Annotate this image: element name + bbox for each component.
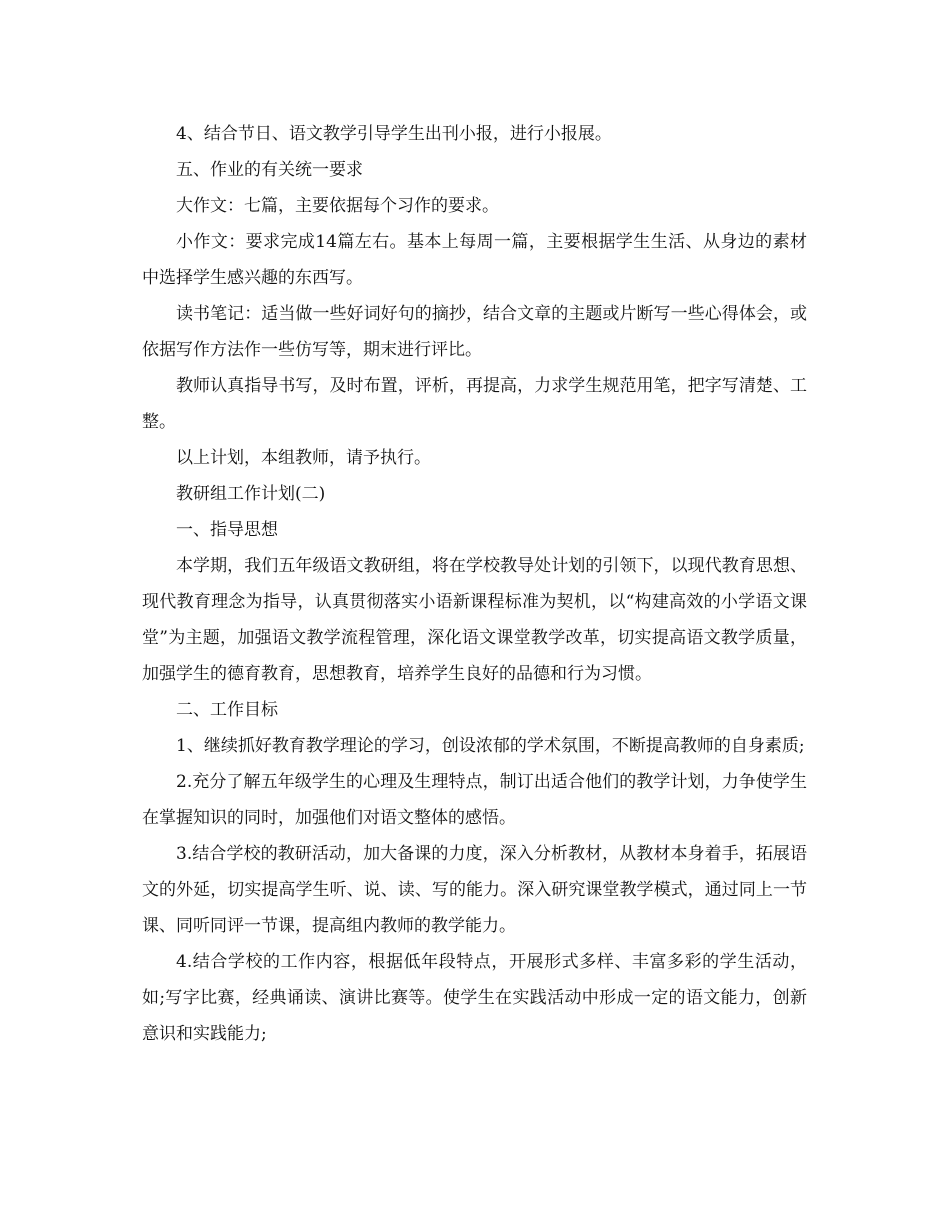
paragraph-handwriting: 教师认真指导书写，及时布置，评析，再提高，力求学生规范用笔，把字写清楚、工整。 <box>142 376 807 432</box>
section-heading-guiding-thought: 一、指导思想 <box>176 520 278 540</box>
paragraph-large-composition: 大作文：七篇，主要依据每个习作的要求。 <box>176 196 499 216</box>
paragraph-reading-notes: 读书笔记：适当做一些好词好句的摘抄，结合文章的主题或片断写一些心得体会，或依据写作方法作一些仿写等，期末进行评比。 <box>142 304 807 360</box>
section-heading-work-goals: 二、工作目标 <box>176 700 278 720</box>
paragraph-guiding-thought: 本学期，我们五年级语文教研组，将在学校教导处计划的引领下，以现代教育思想、现代教育理念为指导，认真贯彻落实小语新课程标准为契机，以“构建高效的小学语文课堂”为主题，加强语文教学流程管理，深化语文课堂教学改革，切实提高语文教学质量，加强学生的德育教育，思想教育，培养学生良好的品德和行为习惯。 <box>142 556 807 684</box>
section-heading-homework: 五、作业的有关统一要求 <box>176 160 363 180</box>
document-body <box>142 116 807 1052</box>
paragraph-conclusion: 以上计划，本组教师，请予执行。 <box>176 448 431 468</box>
paragraph-goal-4: 4.结合学校的工作内容，根据低年段特点，开展形式多样、丰富多彩的学生活动，如;写字比赛，经典诵读、演讲比赛等。使学生在实践活动中形成一定的语文能力，创新意识和实践能力; <box>142 952 807 1044</box>
document-subtitle: 教研组工作计划(二) <box>176 484 326 504</box>
paragraph-small-composition: 小作文：要求完成14篇左右。基本上每周一篇，主要根据学生生活、从身边的素材中选择学生感兴趣的东西写。 <box>142 232 807 288</box>
paragraph-goal-1: 1、继续抓好教育教学理论的学习，创设浓郁的学术氛围，不断提高教师的自身素质; <box>176 736 805 756</box>
paragraph-goal-3: 3.结合学校的教研活动，加大备课的力度，深入分析教材，从教材本身着手，拓展语文的外延，切实提高学生听、说、读、写的能力。深入研究课堂教学模式，通过同上一节课、同听同评一节课，提高组内教师的教学能力。 <box>142 844 807 936</box>
paragraph-goal-2: 2.充分了解五年级学生的心理及生理特点，制订出适合他们的教学计划，力争使学生在掌握知识的同时，加强他们对语文整体的感悟。 <box>142 772 807 828</box>
paragraph-activity-4: 4、结合节日、语文教学引导学生出刊小报，进行小报展。 <box>176 124 612 144</box>
